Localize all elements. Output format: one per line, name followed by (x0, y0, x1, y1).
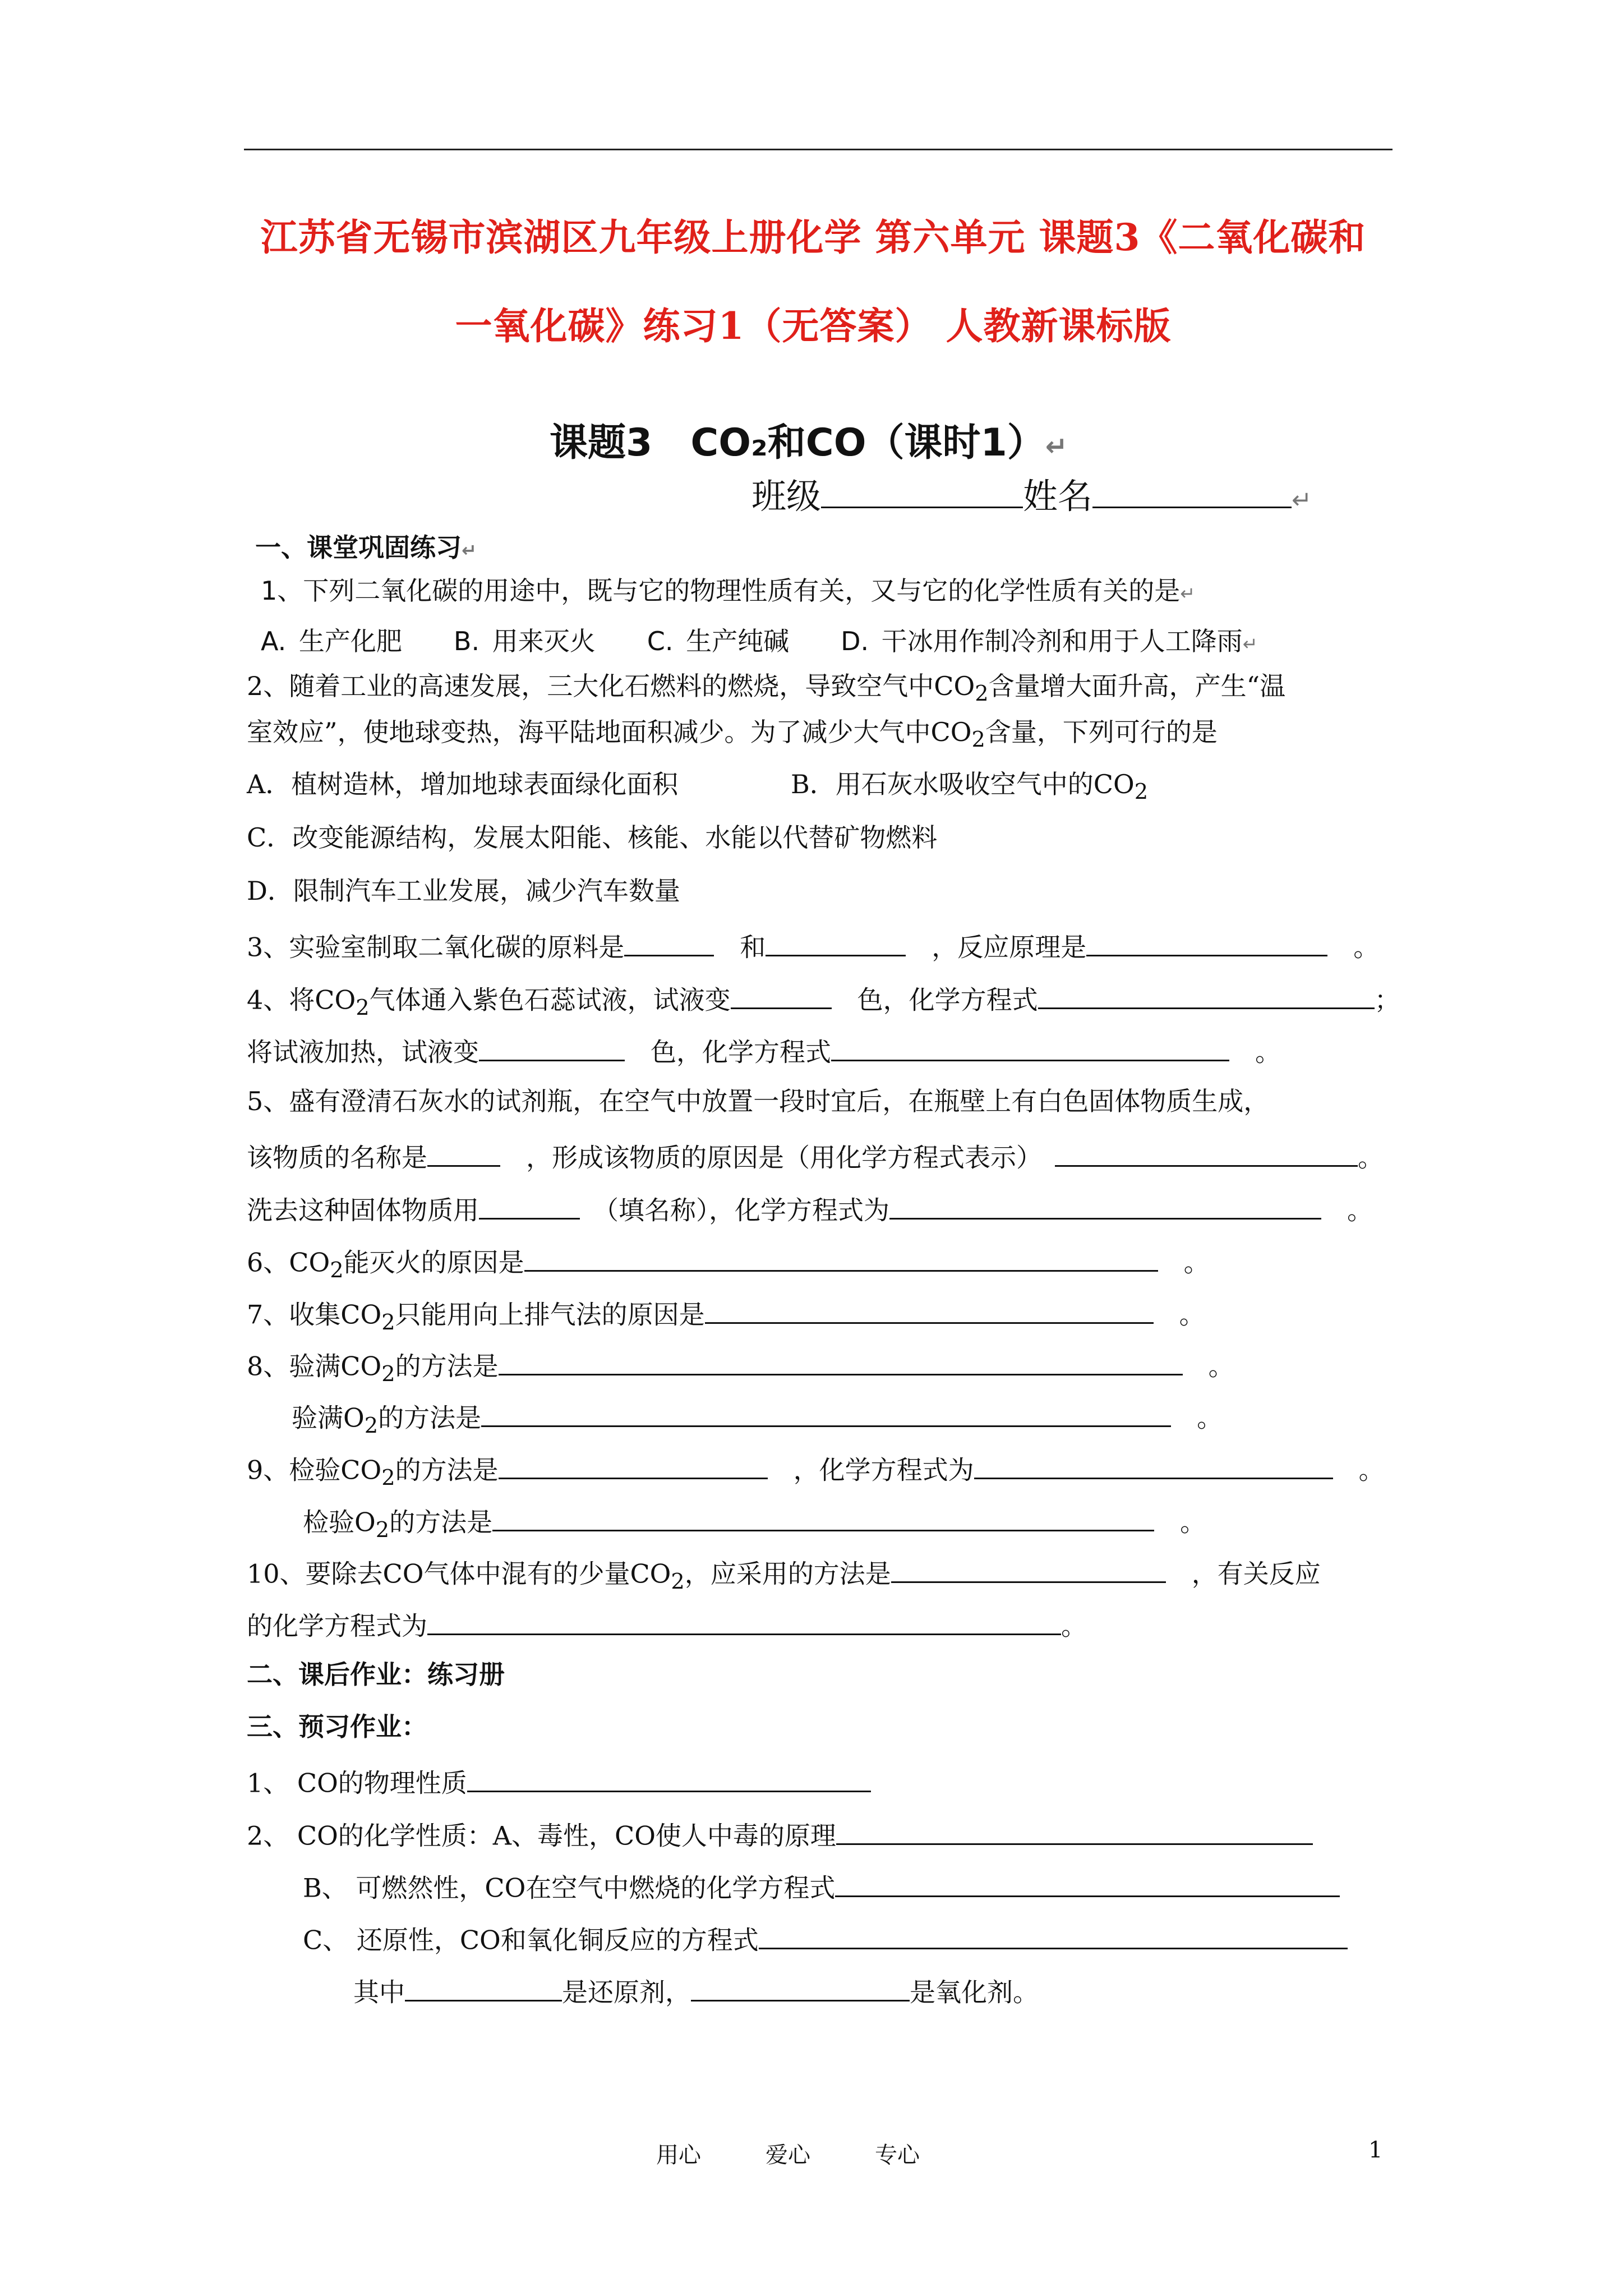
oxidizer-blank[interactable] (691, 1975, 910, 2001)
q5-blank-3[interactable] (479, 1193, 580, 1220)
question-5-line2: 该物质的名称是 ，形成该物质的原因是（用化学方程式表示） 。 (247, 1140, 1384, 1171)
section1-heading: 一、课堂巩固练习↵ (255, 532, 477, 563)
q5-blank-1[interactable] (427, 1140, 500, 1167)
question-9-line2: 检验$O_2$的方法是 。 (303, 1505, 1206, 1541)
lesson-heading: 课题3 CO₂和CO（课时1）↵ (550, 421, 1068, 465)
document-title-line1: 江苏省无锡市滨湖区九年级上册化学 第六单元 课题3《二氧化碳和 (260, 215, 1366, 259)
preview-1: 1、 CO的物理性质 (247, 1766, 871, 1796)
question-4-line1: 4、将$CO_2$气体通入紫色石蕊试液，试液变 色，化学方程式 ； (247, 983, 1400, 1019)
question-7: 7、收集$CO_2$只能用向上排气法的原因是 。 (247, 1297, 1205, 1333)
question-1-options: A. 生产化肥 B. 用来灭火 C. 生产纯碱 D. 干冰用作制冷剂和用于人工降雨↵ (261, 626, 1258, 656)
class-name-line: 班级 姓名 ↵ (751, 468, 1312, 518)
q9-blank-2[interactable] (974, 1453, 1333, 1479)
name-label: 姓名 (1023, 476, 1093, 517)
q8-blank-2[interactable] (481, 1401, 1171, 1427)
footer-motto-3: 专心 (875, 2142, 920, 2168)
q4-blank-2[interactable] (1038, 983, 1375, 1009)
preview-2c-blank[interactable] (759, 1923, 1348, 1949)
q9-blank-1[interactable] (499, 1453, 768, 1479)
header-rule (244, 149, 1393, 150)
question-5-line3: 洗去这种固体物质用 （填名称），化学方程式为 。 (247, 1193, 1373, 1223)
preview-2b: B、 可燃然性，CO在空气中燃烧的化学方程式 (303, 1871, 1340, 1901)
q6-blank[interactable] (524, 1245, 1158, 1272)
q4-blank-1[interactable] (731, 983, 832, 1009)
q9-blank-3[interactable] (492, 1505, 1154, 1531)
page-number: 1 (1368, 2137, 1383, 2163)
q4-blank-4[interactable] (831, 1035, 1229, 1061)
question-10-line2: 的化学方程式为 。 (247, 1609, 1087, 1639)
q5-blank-4[interactable] (889, 1193, 1321, 1220)
question-4-line2: 将试液加热，试液变 色，化学方程式 。 (247, 1035, 1281, 1065)
question-2-option-a: A．植树造林，增加地球表面绿化面积 (247, 769, 679, 799)
q5-blank-2[interactable] (1055, 1140, 1358, 1167)
q8-blank-1[interactable] (499, 1349, 1183, 1375)
question-2-line2: 室效应”，使地球变热，海平陆地面积减少。为了减少大气中$CO_2$含量，下列可行的是 (247, 717, 1218, 753)
scanned-lesson-header (247, 412, 1385, 659)
q10-blank-2[interactable] (427, 1609, 1061, 1635)
question-3: 3、实验室制取二氧化碳的原料是 和 ，反应原理是 。 (247, 930, 1379, 960)
q3-blank-3[interactable] (1086, 930, 1327, 956)
question-2-option-c: C．改变能源结构，发展太阳能、核能、水能以代替矿物燃料 (247, 822, 938, 853)
preview-2c: C、 还原性，CO和氧化铜反应的方程式 (303, 1923, 1348, 1953)
preview-1-blank[interactable] (467, 1766, 871, 1792)
question-8-line1: 8、验满$CO_2$的方法是 。 (247, 1349, 1234, 1385)
question-8-line2: 验满$O_2$的方法是 。 (292, 1401, 1223, 1437)
document-title-line2: 一氧化碳》练习1（无答案） 人教新课标版 (455, 304, 1172, 348)
question-5-line1: 5、盛有澄清石灰水的试剂瓶，在空气中放置一段时宜后，在瓶壁上有白色固体物质生成， (247, 1086, 1270, 1116)
preview-2: 2、 CO的化学性质：A、毒性，CO使人中毒的原理 (247, 1819, 1313, 1849)
question-10-line1: 10、要除去CO气体中混有的少量$CO_2$，应采用的方法是 ，有关反应 (247, 1557, 1321, 1593)
class-label: 班级 (751, 476, 822, 517)
question-2-option-b: B．用石灰水吸收空气中的$CO_2$ (791, 769, 1149, 805)
section2-heading: 二、课后作业：练习册 (247, 1659, 505, 1690)
q3-blank-2[interactable] (766, 930, 906, 956)
question-2-line1: 2、随着工业的高速发展，三大化石燃料的燃烧，导致空气中$CO_2$含量增大面升高，产生“温 (247, 671, 1286, 707)
q4-blank-3[interactable] (479, 1035, 625, 1061)
preview-2b-blank[interactable] (835, 1871, 1340, 1897)
reducer-blank[interactable] (405, 1975, 562, 2001)
question-2-option-d: D．限制汽车工业发展，减少汽车数量 (247, 876, 680, 906)
footer-motto-1: 用心 (656, 2142, 701, 2168)
question-1: 1、下列二氧化碳的用途中，既与它的物理性质有关，又与它的化学性质有关的是↵ (261, 576, 1196, 606)
preview-2-blank[interactable] (836, 1819, 1313, 1845)
preview-2d: 其中 是还原剂， 是氧化剂。 (353, 1975, 1039, 2005)
name-blank[interactable] (1092, 473, 1292, 508)
class-blank[interactable] (821, 473, 1023, 508)
section3-heading: 三、预习作业： (247, 1711, 427, 1742)
question-6: 6、$CO_2$能灭火的原因是 。 (247, 1245, 1210, 1281)
q10-blank-1[interactable] (891, 1557, 1166, 1583)
q7-blank[interactable] (705, 1297, 1154, 1324)
footer-motto-2: 爱心 (766, 2142, 810, 2168)
q3-blank-1[interactable] (624, 930, 714, 956)
question-9-line1: 9、检验$CO_2$的方法是 ，化学方程式为 。 (247, 1453, 1385, 1489)
